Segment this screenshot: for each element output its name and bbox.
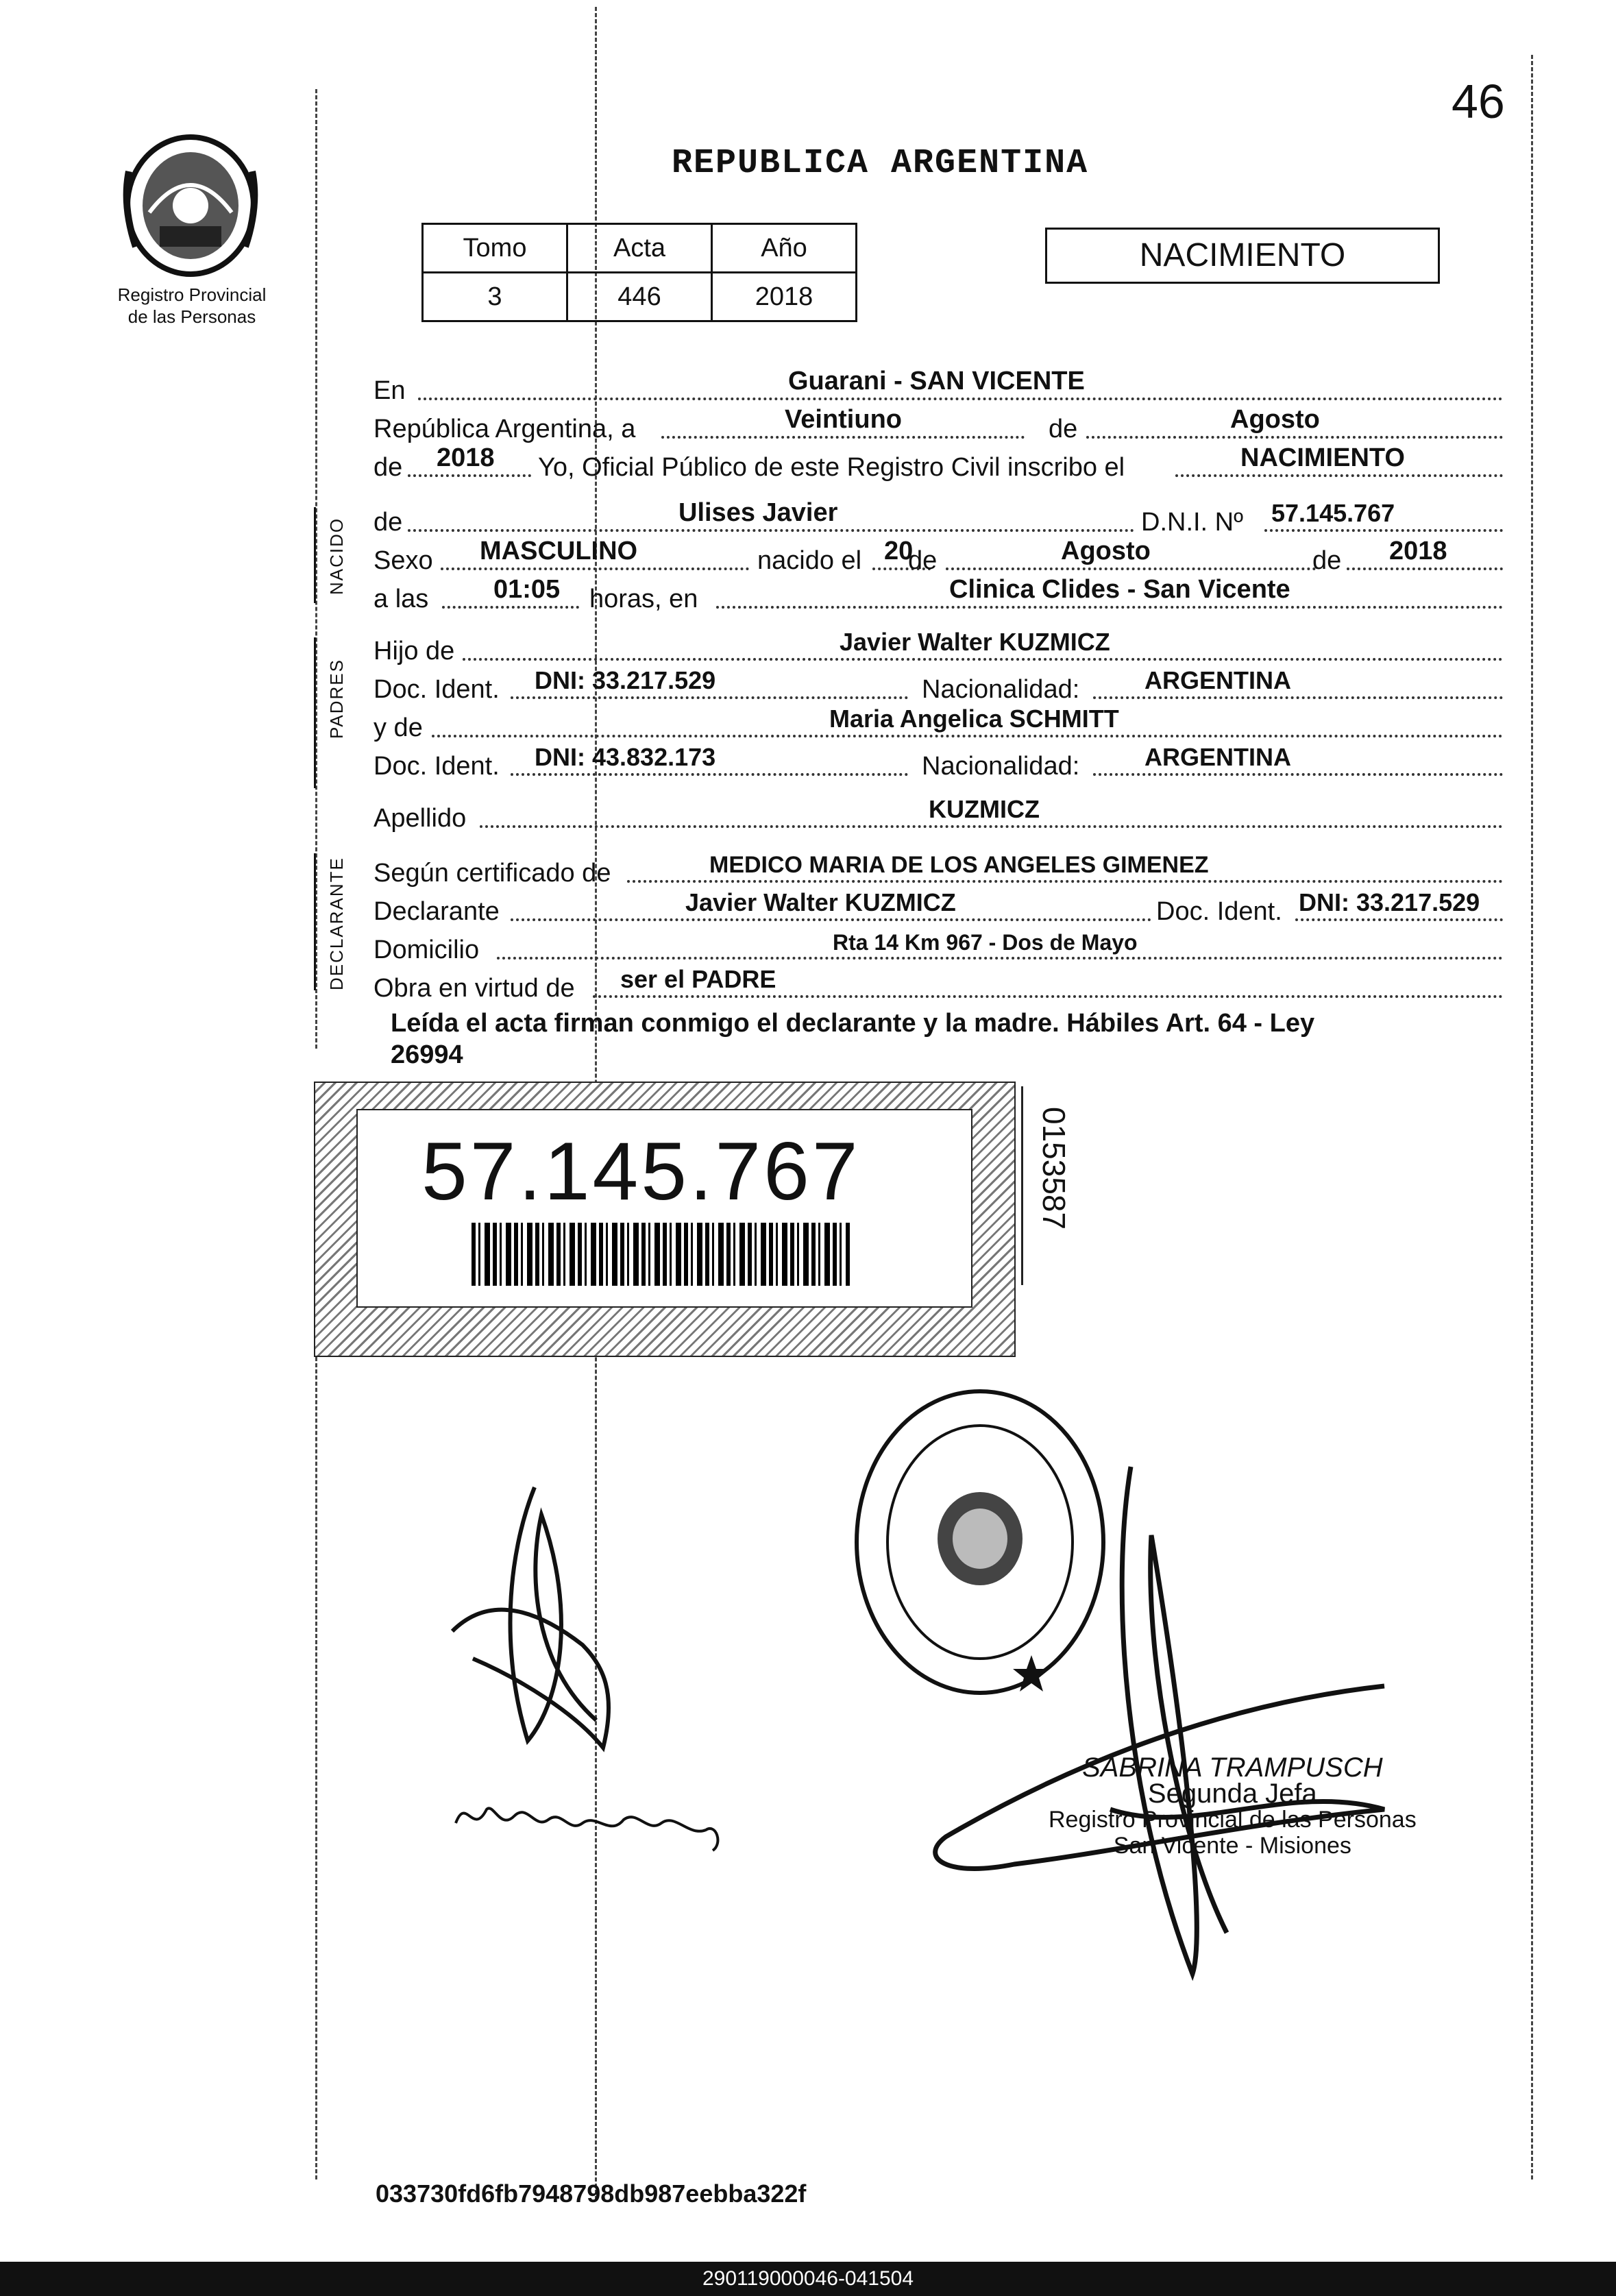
row-nombre (374, 500, 1503, 539)
row-hora (374, 577, 1503, 615)
row-domicilio (374, 928, 1503, 966)
record-type-box: NACIMIENTO (1045, 228, 1440, 284)
value-lugar: Guarani - SAN VICENTE (788, 367, 1085, 395)
value-padre-nacionalidad: ARGENTINA (1144, 666, 1291, 694)
dotted-line (480, 825, 1503, 828)
page-number: 46 (1452, 75, 1505, 128)
label-apellido: Apellido (374, 804, 467, 833)
label-republica: República Argentina, a (374, 415, 636, 443)
row-fecha (374, 407, 1503, 445)
label-nacionalidad-padre: Nacionalidad: (922, 675, 1080, 704)
dni-sticker-number: 57.145.767 (421, 1125, 861, 1217)
row-declarante (374, 890, 1503, 928)
dotted-line (716, 606, 1503, 609)
value-dia-nacimiento: 20 (884, 537, 914, 565)
value-padre-doc: DNI: 33.217.529 (535, 666, 716, 694)
dotted-line (627, 880, 1503, 883)
reference-table (421, 223, 857, 322)
section-rule-padres (314, 637, 316, 788)
value-madre: Maria Angelica SCHMITT (829, 705, 1119, 733)
dotted-line (661, 436, 1025, 439)
declarante-signature (439, 1474, 699, 1761)
value-anio: 2018 (437, 443, 495, 472)
dotted-line (946, 567, 1316, 570)
serial-number: 0153587 (1036, 1107, 1072, 1230)
row-padre-doc (374, 668, 1503, 706)
document-hash: 033730fd6fb7948798db987eebba322f (376, 2179, 807, 2208)
document-title: REPUBLICA ARGENTINA (672, 144, 1089, 183)
dotted-line (511, 773, 908, 776)
label-y-de: y de (374, 713, 423, 742)
row-madre (374, 706, 1503, 744)
value-declarante-doc: DNI: 33.217.529 (1299, 888, 1480, 916)
label-horas-en: horas, en (589, 585, 698, 613)
dotted-line (463, 658, 1503, 661)
label-nacido-el: nacido el (757, 546, 862, 575)
official-name: SABRINA TRAMPUSCH (1082, 1752, 1383, 1783)
label-de-birth-month: de (908, 546, 938, 575)
official-signature (905, 1453, 1425, 2001)
label-en: En (374, 376, 406, 405)
closing-note-line1: Leída el acta firman conmigo el declarante y la madre. Hábiles Art. 64 - Ley (391, 1009, 1315, 1038)
section-label-padres: PADRES (326, 659, 347, 739)
dotted-line (1093, 773, 1503, 776)
label-de-birth-year: de (1312, 546, 1342, 575)
closing-note (391, 1007, 1515, 1071)
value-sexo: MASCULINO (480, 537, 638, 565)
acta-value: 446 (567, 273, 712, 321)
label-domicilio: Domicilio (374, 936, 480, 964)
value-mes: Agosto (1230, 405, 1320, 434)
dotted-line (1086, 436, 1503, 439)
row-certificado (374, 851, 1503, 890)
dotted-line (511, 696, 908, 699)
official-role: Segunda Jefa (1147, 1779, 1317, 1809)
dotted-line (1295, 918, 1503, 921)
section-rule-nacido (314, 507, 316, 603)
barcode (472, 1223, 850, 1286)
value-madre-nacionalidad: ARGENTINA (1144, 743, 1291, 771)
dotted-line (1347, 567, 1503, 570)
closing-note-line2: 26994 (391, 1040, 463, 1069)
label-sexo: Sexo (374, 546, 433, 575)
value-anio-nacimiento: 2018 (1389, 537, 1447, 565)
dotted-line (441, 567, 749, 570)
dotted-line (1093, 696, 1503, 699)
row-apellido (374, 796, 1503, 835)
label-a-las: a las (374, 585, 429, 613)
mother-signature (452, 1782, 726, 1857)
official-stamp-text (1049, 1752, 1417, 1859)
dotted-line (408, 474, 531, 477)
sticker-divider (1021, 1086, 1023, 1285)
section-label-declarante: DECLARANTE (326, 857, 347, 990)
value-apellido: KUZMICZ (929, 795, 1040, 823)
row-padre (374, 629, 1503, 668)
tomo-value: 3 (423, 273, 567, 321)
official-location: San Vicente - Misiones (1113, 1833, 1351, 1859)
dotted-line (432, 735, 1503, 737)
dotted-line (442, 606, 579, 609)
value-acto: NACIMIENTO (1240, 443, 1405, 472)
provincial-seal-logo (122, 130, 259, 280)
dotted-line (418, 398, 1503, 400)
value-domicilio: Rta 14 Km 967 - Dos de Mayo (833, 930, 1138, 955)
anio-header: Año (712, 224, 857, 273)
label-dni: D.N.I. Nº (1141, 508, 1243, 537)
registry-label-line2: de las Personas (127, 306, 256, 327)
row-sexo (374, 539, 1503, 577)
label-doc-ident-padre: Doc. Ident. (374, 675, 500, 704)
row-obra-en-virtud (374, 966, 1503, 1005)
label-obra-en-virtud: Obra en virtud de (374, 974, 575, 1003)
value-declarante: Javier Walter KUZMICZ (685, 888, 956, 916)
value-mes-nacimiento: Agosto (1061, 537, 1151, 565)
acta-header: Acta (567, 224, 712, 273)
official-office: Registro Provincial de las Personas (1049, 1807, 1417, 1833)
row-anio-acto (374, 445, 1503, 484)
value-padre: Javier Walter KUZMICZ (840, 628, 1110, 656)
dotted-line (497, 957, 1503, 960)
dotted-line (1264, 529, 1503, 532)
label-declarante: Declarante (374, 897, 500, 926)
scan-edge-left-lower (315, 1357, 317, 2179)
value-madre-doc: DNI: 43.832.173 (535, 743, 716, 771)
section-label-nacido: NACIDO (326, 517, 347, 595)
dotted-line (408, 529, 1134, 532)
value-lugar-nacimiento: Clinica Clides - San Vicente (949, 575, 1290, 604)
value-hora: 01:05 (493, 575, 561, 604)
label-nacionalidad-madre: Nacionalidad: (922, 752, 1080, 781)
label-hijo-de: Hijo de (374, 637, 455, 665)
dotted-line (593, 995, 1503, 998)
label-yo-oficial: Yo, Oficial Público de este Registro Civil inscribo el (538, 453, 1125, 482)
row-madre-doc (374, 744, 1503, 783)
registry-label-line1: Registro Provincial (117, 284, 267, 305)
footer-code: 290119000046-041504 (0, 2262, 1616, 2296)
value-dni: 57.145.767 (1271, 499, 1395, 527)
section-rule-declarante (314, 853, 316, 990)
scan-edge-right (1531, 55, 1533, 2179)
dotted-line (511, 918, 1151, 921)
dotted-line (1175, 474, 1503, 477)
row-lugar (374, 369, 1503, 407)
anio-value: 2018 (712, 273, 857, 321)
value-certificado: MEDICO MARIA DE LOS ANGELES GIMENEZ (709, 852, 1209, 878)
label-de-nombre: de (374, 508, 403, 537)
label-de-anio: de (374, 453, 403, 482)
label-doc-ident-declarante: Doc. Ident. (1156, 897, 1282, 926)
value-nombre: Ulises Javier (678, 498, 838, 527)
label-doc-ident-madre: Doc. Ident. (374, 752, 500, 781)
value-dia-letras: Veintiuno (785, 405, 902, 434)
label-de-mes: de (1049, 415, 1078, 443)
registry-label (89, 284, 295, 328)
tomo-header: Tomo (423, 224, 567, 273)
label-segun-certificado: Según certificado de (374, 859, 611, 888)
value-obra-en-virtud: ser el PADRE (620, 965, 776, 993)
